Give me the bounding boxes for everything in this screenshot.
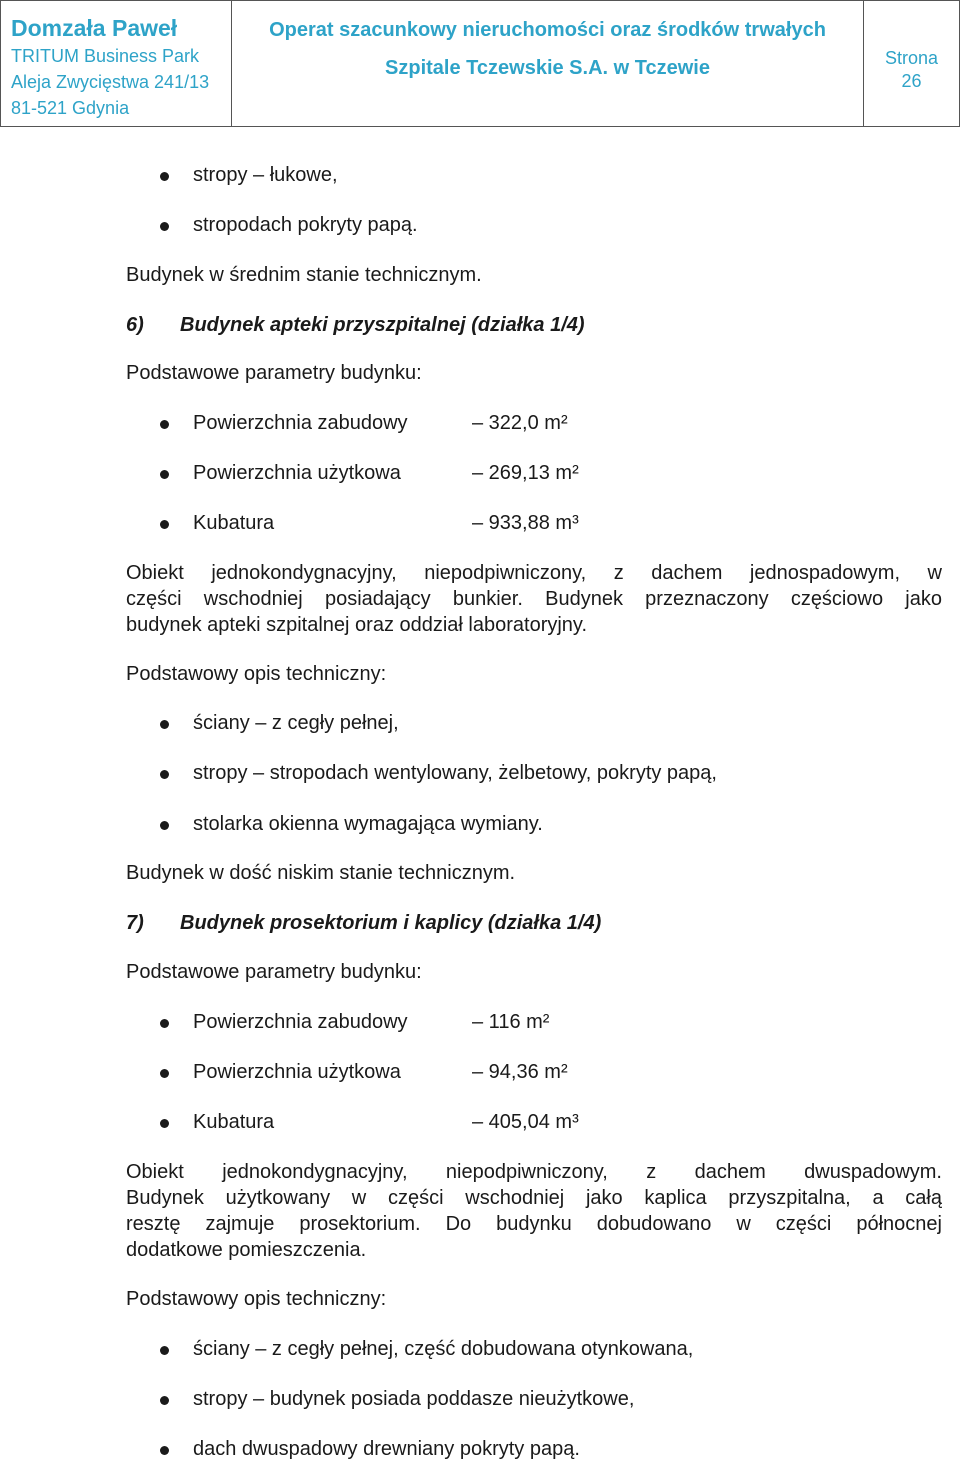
- param-label: Powierzchnia zabudowy: [193, 412, 408, 434]
- bullet-icon: [160, 520, 169, 529]
- param-value: – 269,13 m²: [472, 462, 579, 484]
- document-subtitle: Szpitale Tczewskie S.A. w Tczewie: [385, 57, 710, 79]
- param-value: – 322,0 m²: [472, 412, 568, 434]
- page-label: Strona: [884, 48, 939, 68]
- param-label: Kubatura: [193, 1111, 275, 1133]
- param-label: Powierzchnia użytkowa: [193, 1061, 401, 1083]
- param-label: Powierzchnia zabudowy: [193, 1011, 408, 1033]
- list-item: stropy – budynek posiada poddasze nieużytkowe,: [193, 1388, 635, 1410]
- paragraph-line: części wschodniej posiadający bunkier. Budynek przeznaczony częściowo jako: [126, 588, 942, 610]
- paragraph-line: budynek apteki szpitalnej oraz oddział laboratoryjny.: [126, 614, 588, 636]
- bullet-icon: [160, 770, 169, 779]
- list-item: dach dwuspadowy drewniany pokryty papą.: [193, 1438, 580, 1460]
- company-name: TRITUM Business Park: [11, 46, 200, 66]
- bullet-icon: [160, 222, 169, 231]
- page-number: 26: [901, 71, 922, 91]
- bullet-icon: [160, 720, 169, 729]
- page-header: [0, 0, 960, 128]
- list-item: ściany – z cegły pełnej, część dobudowana otynkowana,: [193, 1338, 694, 1360]
- bullet-icon: [160, 821, 169, 830]
- param-value: – 933,88 m³: [472, 512, 579, 534]
- bullet-icon: [160, 172, 169, 181]
- description-paragraph: [126, 560, 942, 638]
- tech-heading: Podstawowy opis techniczny:: [126, 663, 387, 685]
- author-block: [0, 0, 232, 127]
- section-heading: Budynek prosektorium i kaplicy (działka 1/4): [180, 912, 602, 934]
- list-item: stropy – stropodach wentylowany, żelbetowy, pokryty papą,: [193, 762, 717, 784]
- paragraph-line: Obiekt jednokondygnacyjny, niepodpiwniczony, z dachem dwuspadowym.: [126, 1161, 942, 1183]
- street-address: Aleja Zwycięstwa 241/13: [11, 72, 210, 92]
- section-heading: Budynek apteki przyszpitalnej (działka 1/4): [180, 314, 585, 336]
- document-title: Operat szacunkowy nieruchomości oraz środków trwałych: [269, 19, 826, 41]
- param-value: – 116 m²: [472, 1011, 550, 1033]
- bullet-icon: [160, 420, 169, 429]
- bullet-icon: [160, 1396, 169, 1405]
- param-value: – 94,36 m²: [472, 1061, 568, 1083]
- bullet-icon: [160, 1446, 169, 1455]
- description-paragraph: [126, 1159, 942, 1263]
- param-label: Kubatura: [193, 512, 275, 534]
- params-heading: Podstawowe parametry budynku:: [126, 362, 422, 384]
- list-item: stropy – łukowe,: [193, 164, 338, 186]
- list-item: stolarka okienna wymagająca wymiany.: [193, 813, 543, 835]
- list-item: ściany – z cegły pełnej,: [193, 712, 399, 734]
- page-number-block: [863, 0, 960, 127]
- bullet-icon: [160, 1069, 169, 1078]
- condition-text: Budynek w dość niskim stanie technicznym.: [126, 862, 516, 884]
- section-number: 6): [126, 314, 144, 336]
- bullet-icon: [160, 1119, 169, 1128]
- bullet-icon: [160, 470, 169, 479]
- paragraph-line: dodatkowe pomieszczenia.: [126, 1239, 367, 1261]
- list-item: stropodach pokryty papą.: [193, 214, 418, 236]
- author-name: Domzała Paweł: [11, 15, 178, 41]
- document-title-block: [231, 0, 864, 127]
- paragraph-line: Obiekt jednokondygnacyjny, niepodpiwniczony, z dachem jednospadowym, w: [126, 562, 942, 584]
- bullet-icon: [160, 1346, 169, 1355]
- condition-text: Budynek w średnim stanie technicznym.: [126, 264, 482, 286]
- params-heading: Podstawowe parametry budynku:: [126, 961, 422, 983]
- paragraph-line: resztę zajmuje prosektorium. Do budynku dobudowano w części północnej: [126, 1213, 942, 1235]
- paragraph-line: Budynek użytkowany w części wschodniej jako kaplica przyszpitalna, a całą: [126, 1187, 942, 1209]
- bullet-icon: [160, 1019, 169, 1028]
- param-value: – 405,04 m³: [472, 1111, 579, 1133]
- section-number: 7): [126, 912, 144, 934]
- param-label: Powierzchnia użytkowa: [193, 462, 401, 484]
- tech-heading: Podstawowy opis techniczny:: [126, 1288, 387, 1310]
- city-address: 81-521 Gdynia: [11, 98, 130, 118]
